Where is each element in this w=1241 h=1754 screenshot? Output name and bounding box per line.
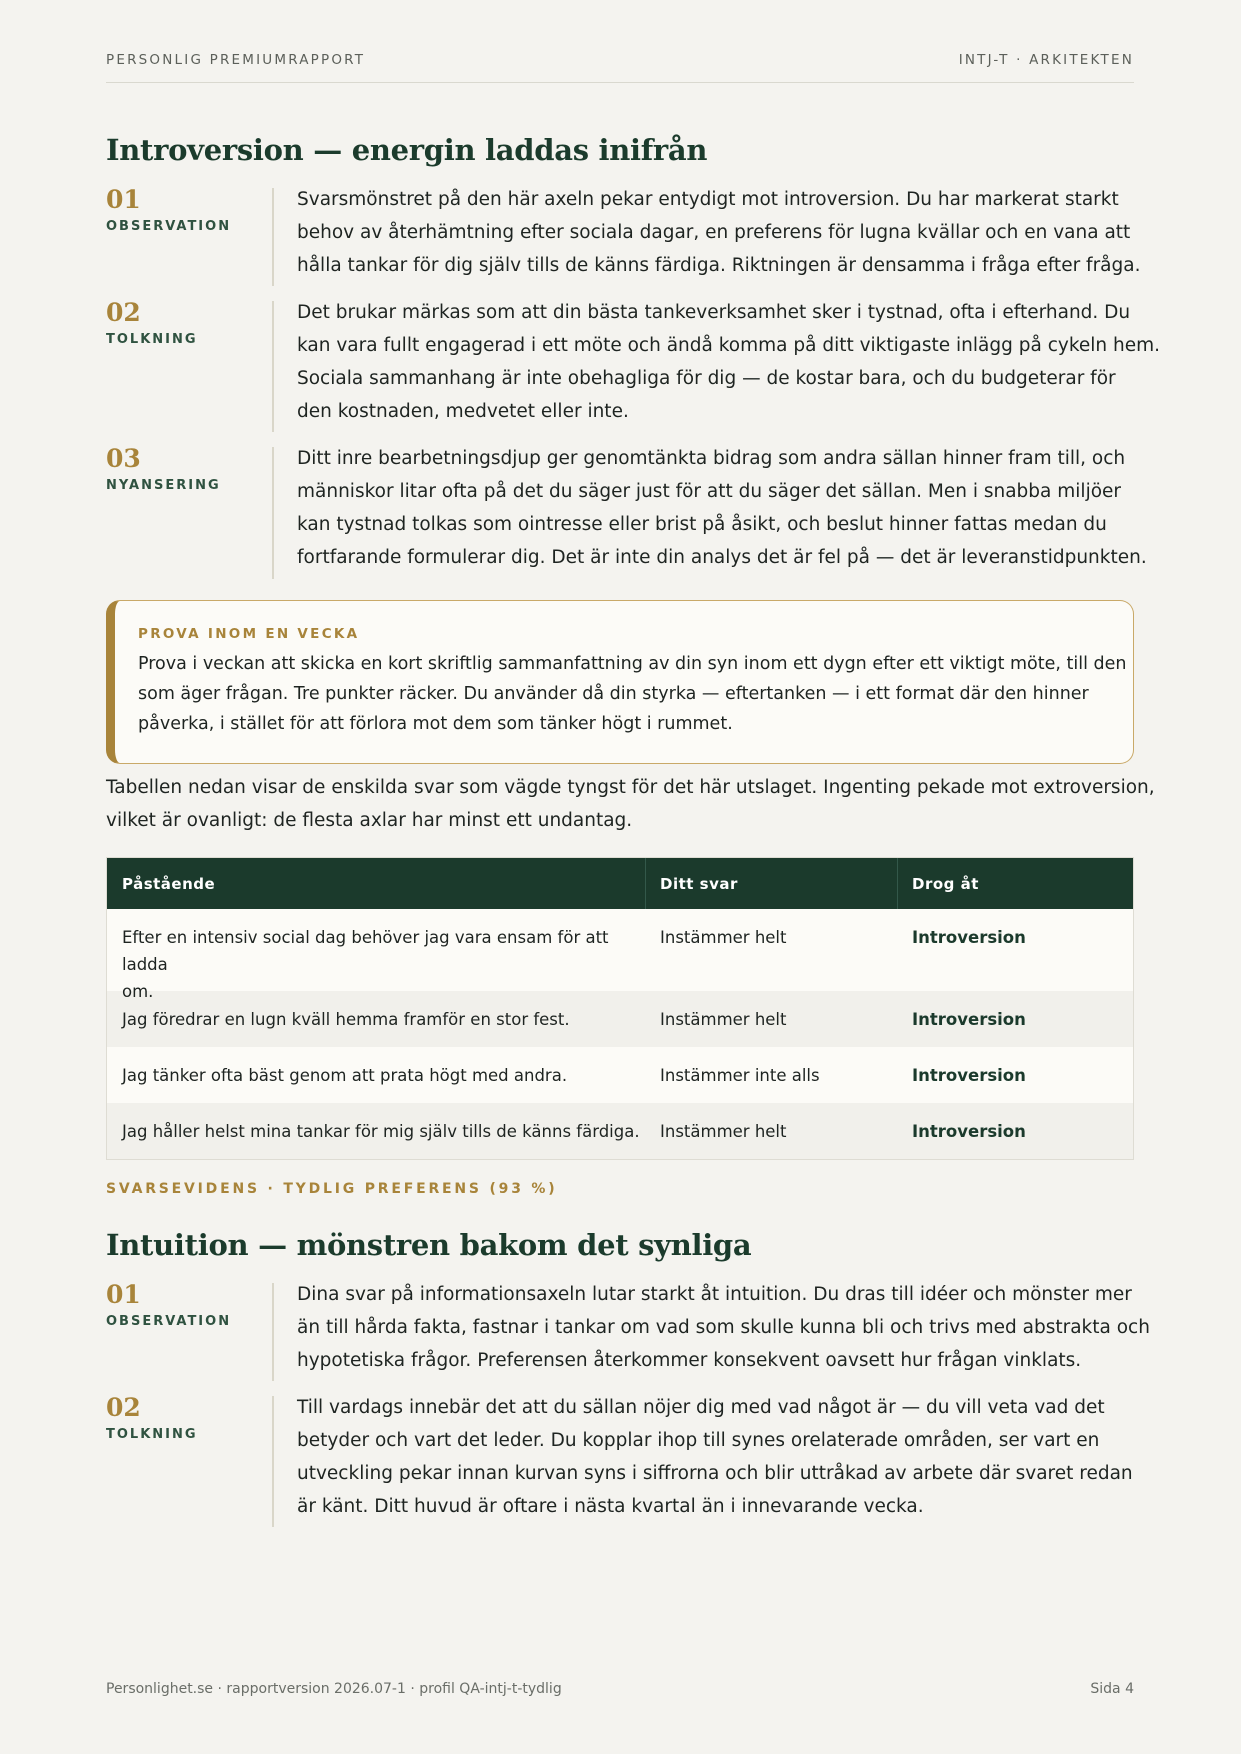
- cell-answer: Instämmer helt: [660, 1009, 787, 1029]
- note-line: än till hårda fakta, fastnar i tankar om vad som skulle kunna bli och trivs med abstrakta och: [297, 1317, 1150, 1338]
- note-line: betyder och vart det leder. Du kopplar ihop till synes orelaterade områden, ser vart en: [297, 1430, 1100, 1451]
- column-header-pull: Drog åt: [912, 874, 979, 893]
- page-header: [106, 52, 1134, 83]
- section-title-intuition: Intuition — mönstren bakom det synliga: [106, 1228, 752, 1262]
- note-label: OBSERVATION: [106, 1314, 232, 1329]
- header-report-title: PERSONLIG PREMIUMRAPPORT: [106, 52, 366, 68]
- note-line: människor litar ofta på det du säger just för att du säger det sällan. Men i snabba miljöer: [297, 481, 1122, 502]
- page-number: Sida 4: [1090, 1681, 1134, 1697]
- paragraph-line: vilket är ovanligt: de flesta axlar har minst ett undantag.: [106, 810, 633, 831]
- callout-text: [138, 649, 1128, 739]
- note-line: hypotetiska frågor. Preferensen återkommer konsekvent oavsett hur frågan vinklats.: [297, 1350, 1082, 1371]
- note-number: 03: [106, 444, 141, 473]
- note-label: OBSERVATION: [106, 219, 232, 234]
- cell-pull: Introversion: [912, 1121, 1026, 1141]
- note-line: är känt. Ditt huvud är oftare i nästa kvartal än i innevarande vecka.: [297, 1496, 924, 1517]
- note-line: Till vardags innebär det att du sällan nöjer dig med vad något är — du vill veta vad det: [297, 1397, 1105, 1418]
- note-divider: [272, 1283, 274, 1381]
- note-line: fortfarande formulerar dig. Det är inte din analys det är fel på — det är leveranstidpunkten.: [297, 547, 1147, 568]
- cell-statement: Jag tänker ofta bäst genom att prata högt med andra.: [122, 1065, 568, 1085]
- note-line: Svarsmönstret på den här axeln pekar entydigt mot introversion. Du har markerat starkt: [297, 189, 1119, 210]
- cell-statement: Jag håller helst mina tankar för mig själv tills de känns färdiga.: [122, 1121, 640, 1141]
- cell-line: om.: [122, 982, 154, 1001]
- section-title-introversion: Introversion — energin laddas inifrån: [106, 133, 708, 167]
- cell-answer: Instämmer helt: [660, 1121, 787, 1141]
- note-number: 01: [106, 1280, 141, 1309]
- note-intuition-observation: [106, 1280, 1150, 1381]
- header-profile-type: INTJ-T · ARKITEKTEN: [958, 52, 1134, 68]
- note-label: TOLKNING: [106, 332, 198, 347]
- column-header-statement: Påstående: [107, 858, 646, 909]
- note-text: [297, 1391, 1137, 1523]
- table-row: [107, 1047, 1133, 1103]
- table-row: [107, 909, 1133, 1001]
- note-line: Ditt inre bearbetningsdjup ger genomtänkta bidrag som andra sällan hinner fram till, och: [297, 448, 1126, 469]
- table-header: [107, 858, 1133, 909]
- note-line: Det brukar märkas som att din bästa tankeverksamhet sker i tystnad, ofta i efterhand. Du: [297, 302, 1131, 323]
- note-line: utveckling pekar innan kurvan syns i siffrorna och blir uttråkad av arbete där svaret redan: [297, 1463, 1133, 1484]
- answers-table: [106, 857, 1134, 1160]
- cell-line: Efter en intensiv social dag behöver jag vara ensam för att ladda: [122, 928, 609, 974]
- cell-answer: Instämmer helt: [660, 928, 787, 947]
- footer-source: Personlighet.se · rapportversion 2026.07-1 · profil QA-intj-t-tydlig: [106, 1681, 562, 1697]
- cell-pull: Introversion: [912, 1009, 1026, 1029]
- table-intro-paragraph: [106, 771, 1155, 837]
- note-divider: [272, 1396, 274, 1527]
- try-this-week-callout: [106, 600, 1134, 764]
- note-text: [297, 183, 1141, 282]
- note-line: kan tystnad tolkas som ointresse eller brist på åsikt, och beslut hinner fattas medan du: [297, 514, 1107, 535]
- column-header-answer: Ditt svar: [646, 858, 898, 909]
- answer-evidence-label: SVARSEVIDENS · TYDLIG PREFERENS (93 %): [106, 1181, 558, 1197]
- note-text: [297, 442, 1147, 574]
- callout-line: som äger frågan. Tre punkter räcker. Du använder då din styrka — eftertanken — i ett format där den hinner: [138, 684, 1089, 704]
- cell-pull: Introversion: [912, 928, 1026, 947]
- note-line: behov av återhämtning efter sociala dagar, en preferens för lugna kvällar och en vana att: [297, 222, 1131, 243]
- note-number: 02: [106, 298, 141, 327]
- cell-pull: Introversion: [912, 1065, 1026, 1085]
- note-line: Sociala sammanhang är inte obehagliga för dig — de kostar bara, och du budgeterar för: [297, 368, 1116, 389]
- callout-line: Prova i veckan att skicka en kort skriftlig sammanfattning av din syn inom ett dygn efter ett viktigt möte, till den: [138, 654, 1127, 674]
- note-divider: [272, 301, 274, 432]
- note-divider: [272, 447, 274, 579]
- note-line: den kostnaden, medvetet eller inte.: [297, 401, 629, 422]
- note-number: 01: [106, 185, 141, 214]
- note-line: hålla tankar för dig själv tills de känns färdiga. Riktningen är densamma i fråga efter fråga.: [297, 255, 1141, 276]
- note-line: Dina svar på informationsaxeln lutar starkt åt intuition. Du dras till idéer och mönster mer: [297, 1284, 1132, 1305]
- note-introversion-nuance: [106, 444, 1147, 579]
- note-number: 02: [106, 1393, 141, 1422]
- table-row: [107, 1103, 1133, 1159]
- paragraph-line: Tabellen nedan visar de enskilda svar som vägde tyngst för det här utslaget. Ingenting pekade mot extroversion,: [106, 777, 1155, 798]
- note-divider: [272, 188, 274, 286]
- note-label: TOLKNING: [106, 1427, 198, 1442]
- note-text: [297, 1278, 1150, 1377]
- note-label: NYANSERING: [106, 478, 221, 493]
- note-line: kan vara fullt engagerad i ett möte och ändå komma på ditt viktigaste inlägg på cykeln hem.: [297, 335, 1161, 356]
- note-introversion-observation: [106, 185, 1141, 286]
- callout-line: påverka, i stället för att förlora mot dem som tänker högt i rummet.: [138, 714, 733, 734]
- cell-answer: Instämmer inte alls: [660, 1065, 820, 1085]
- note-text: [297, 296, 1161, 428]
- callout-heading: PROVA INOM EN VECKA: [138, 626, 360, 642]
- note-introversion-interpretation: [106, 298, 1161, 432]
- page-footer: [106, 1681, 1134, 1697]
- cell-statement: [107, 909, 646, 1001]
- cell-statement: Jag föredrar en lugn kväll hemma framför en stor fest.: [122, 1009, 570, 1029]
- note-intuition-interpretation: [106, 1393, 1134, 1527]
